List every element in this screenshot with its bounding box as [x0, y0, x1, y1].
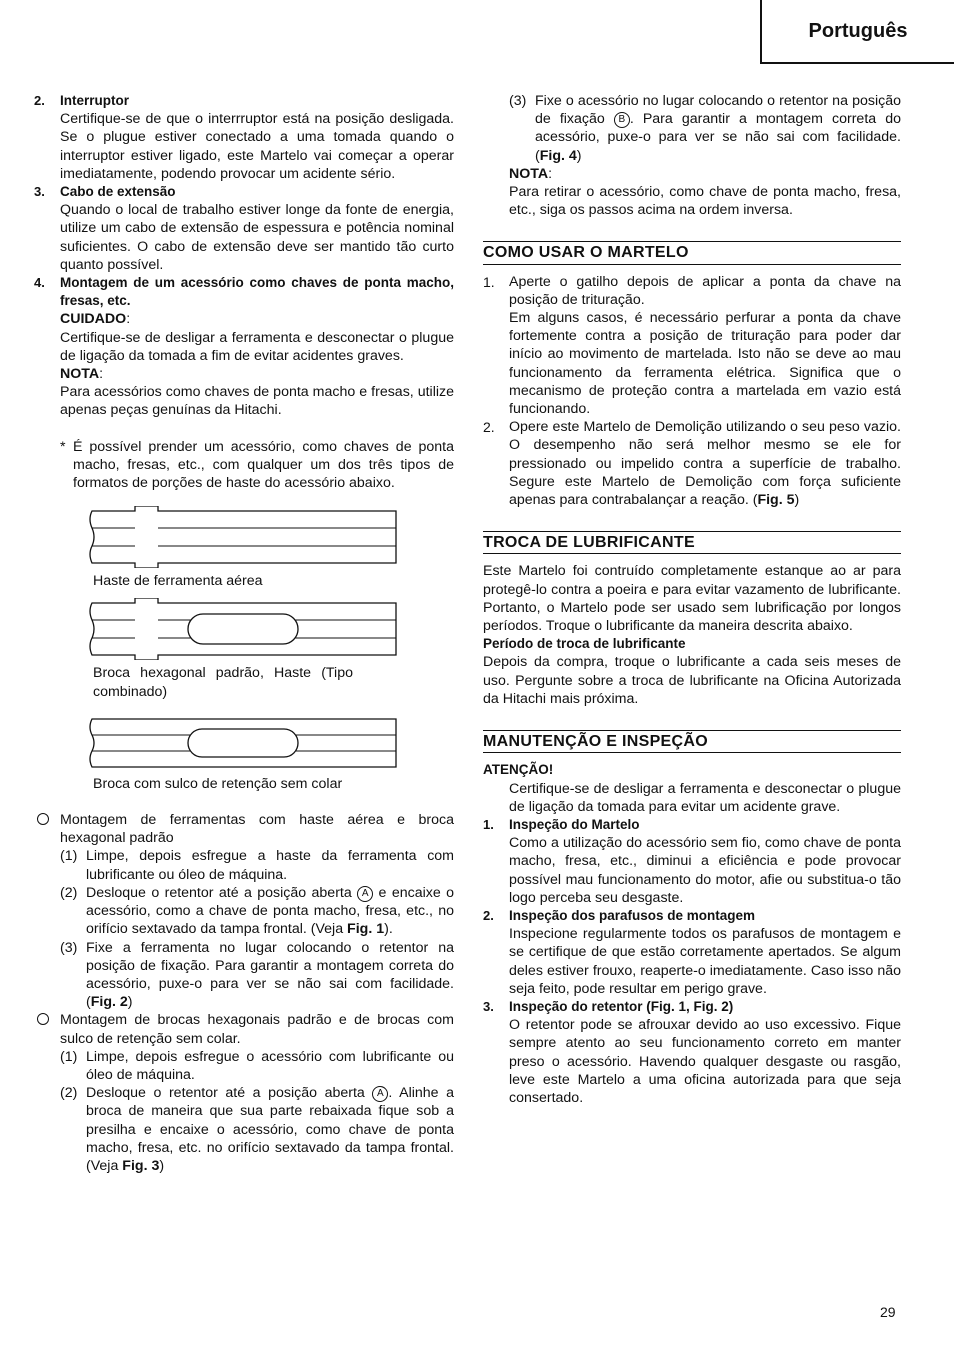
item-title: Cabo de extensão	[60, 184, 176, 200]
shank-hex-drawing	[88, 598, 400, 660]
shank-hose-drawing	[88, 506, 400, 568]
item-text: Aperte o gatilho depois de aplicar a ponta da chave na posição de trituração.	[509, 273, 901, 308]
note-label: NOTA	[509, 165, 549, 182]
shank-note	[34, 438, 454, 493]
step-text-end: )	[159, 1157, 165, 1174]
item-title: Montagem de um acessório como chaves de ponta macho, fresas, etc.	[60, 275, 454, 309]
step-number: (2)	[60, 884, 78, 901]
figure-caption: Broca hexagonal padrão, Haste (Tipo combinado)	[93, 665, 353, 700]
step-text: Limpe, depois esfregue o acessório com lubrificante ou óleo de máquina.	[86, 1048, 454, 1083]
lubricant-period-title: Período de troca de lubrificante	[483, 636, 686, 652]
right-column	[483, 92, 901, 1107]
figure-shank-hose	[88, 506, 454, 568]
step-text-cont: e encaixe o acessório, como a chave de ponta macho, fresa, etc., no orifício sextavado da tampa frontal. (Veja	[86, 884, 454, 938]
step-1	[34, 847, 454, 883]
step-text-cont: . Alinhe a broca de maneira que sua parte rebaixada fique sob a presilha e encaixe o acessório, como chave de ponta macho, fresa, etc. no orifício sextavado da tampa frontal. (Veja	[86, 1085, 454, 1174]
position-b-mark: B	[614, 112, 630, 128]
shank-note-text: É possível prender um acessório, como chaves de ponta macho, fresas, etc., com qualquer um dos três tipos de formatos de porções de haste do acessório abaixo.	[73, 438, 454, 492]
bullet-text: Montagem de ferramentas com haste aérea e broca hexagonal padrão	[60, 812, 454, 847]
step-2	[34, 1084, 454, 1175]
list-item-interruptor	[34, 92, 454, 183]
section-title-troca: TROCA DE LUBRIFICANTE	[483, 531, 901, 554]
step-text: Limpe, depois esfregue a haste da ferramenta com lubrificante ou óleo de máquina.	[86, 848, 454, 883]
caution-text: Certifique-se de desligar a ferramenta e desconectar o plugue de ligação da tomada a fim de evitar acidentes graves.	[60, 329, 454, 364]
step-text: Desloque o retentor até a posição aberta	[86, 1085, 365, 1102]
step-2	[34, 884, 454, 939]
shank-groove-drawing	[88, 711, 400, 773]
warning-label: ATENÇÃO!	[483, 762, 554, 778]
item-text: Inspecione regularmente todos os parafusos de montagem e se certifique de que estão corretamente apertados. Se algum deles estiver frouxo, reaperte-o imediatamente. Caso isso não seja feito, pode resultar em perigo grave.	[509, 926, 901, 997]
item-number: 2.	[483, 419, 495, 436]
item-text-end: )	[794, 492, 800, 509]
item-number: 3.	[34, 184, 45, 200]
warning-text: Certifique-se de desligar a ferramenta e desconectar o plugue de ligação da tomada para evitar um acidente grave.	[509, 780, 901, 815]
figure-ref: Fig. 2	[90, 994, 128, 1011]
step-text-end: )	[127, 994, 133, 1011]
item-number: 3.	[483, 998, 494, 1014]
step-text-cont: . Para garantir a montagem correta do acessório, puxe-o para ver se não sai com facilidade. (	[535, 111, 901, 164]
item-title: Inspeção do Martelo	[509, 816, 640, 832]
item-title: Inspeção dos parafusos de montagem	[509, 907, 756, 923]
item-number: 4.	[34, 275, 45, 291]
step-number: (3)	[60, 939, 78, 956]
step-text: Fixe o acessório no lugar colocando o retentor na posição de fixação	[535, 93, 901, 128]
mounting-hose-shank	[34, 811, 454, 847]
bullet-circle-icon	[37, 1013, 49, 1025]
lubricant-period-text: Depois da compra, troque o lubrificante a cada seis meses de uso. Pergunte sobre a troca de lubrificante na Oficina Autorizada da Hitachi mais próxima.	[483, 654, 901, 707]
step-number: (1)	[60, 1048, 78, 1065]
bullet-circle-icon	[37, 813, 49, 825]
item-text-more: Em alguns casos, é necessário perfurar a ponta da chave fortemente contra a posição de trituração para poder dar início ao movimento de martelada. Isto não se deve ao mau funcionamento da ferramenta elétrica. Significa que o mecanismo de proteção contra a martelada em vazio está funcionando.	[509, 310, 901, 418]
caution-label: CUIDADO	[60, 311, 127, 328]
list-item-montagem: 4. Montagem de um acessório como chaves de ponta macho, fresas, etc. CUIDADO: Certifique-se de desligar a ferramenta e desconectar o plugue de ligação da tomada a fim de evitar acidentes graves. NOTA: Para acessórios como chaves de ponta macho e fresas, utilize apenas peças genuínas da Hitachi.	[34, 275, 454, 419]
item-title: Inspeção do retentor (Fig. 1, Fig. 2)	[509, 998, 734, 1014]
item-text: Como a utilização do acessório sem fio, como chave de ponta macho, fresa, etc., diminui a eficiência e pode provocar possível mau funcionamento do motor, afie ou substitua-o tão logo perceba seu desgaste.	[509, 835, 901, 906]
step-1	[34, 1048, 454, 1084]
list-item-maint-2	[483, 907, 901, 998]
section-title-como-usar: COMO USAR O MARTELO	[483, 241, 901, 264]
item-number: 1.	[483, 816, 494, 832]
figure-caption: Haste de ferramenta aérea	[93, 573, 263, 590]
language-label: Português	[808, 19, 908, 42]
item-text: O retentor pode se afrouxar devido ao uso excessivo. Fique sempre atento ao seu funcionamento correto em manter preso o acessório. Havendo qualquer desgaste ou rasgão, leve este Martelo a uma oficina autorizada para que seja consertado.	[509, 1017, 901, 1106]
step-3-fix	[483, 92, 901, 165]
step-number: (2)	[60, 1085, 78, 1102]
item-number: 2.	[34, 93, 45, 108]
list-item-use-1	[483, 273, 901, 419]
item-number: 1.	[483, 273, 495, 290]
item-title: Interruptor	[60, 93, 129, 108]
item-text: Certifique-se de que o interrruptor está na posição desligada. Se o plugue estiver conectado a uma tomada quando o interruptor estiver ligado, este Martelo vai começar a operar imediatamente, podendo provocar um acidente sério.	[60, 111, 454, 182]
removal-note: NOTA: Para retirar o acessório, como chave de ponta macho, fresa, etc., siga os passos acima na ordem inversa.	[509, 165, 901, 219]
step-number: (3)	[509, 93, 527, 109]
page-number: 29	[880, 1304, 896, 1320]
mounting-hex-bits	[34, 1011, 454, 1047]
item-text: Quando o local de trabalho estiver longe da fonte de energia, utilize um cabo de extensão de espessura e potência nominal suficientes. O cabo de extensão deve ser mantido tão curto quanto possível.	[60, 202, 454, 273]
note-text: Para acessórios como chaves de ponta macho e fresas, utilize apenas peças genuínas da Hitachi.	[60, 384, 454, 419]
list-item-cabo	[34, 183, 454, 274]
left-column	[34, 92, 454, 1175]
list-item-maint-3	[483, 998, 901, 1107]
figure-shank-groove	[88, 711, 454, 773]
lubricant-text: Este Martelo foi contruído completamente estanque ao ar para protegê-lo contra a poeira e para evitar vazamento de lubrificante. Portanto, o Martelo pode ser usado sem lubrificação por longos períodos. Troque o lubrificante da maneira descrita abaixo.	[483, 563, 901, 635]
figure-ref: Fig. 3	[122, 1157, 160, 1174]
list-item-maint-1	[483, 816, 901, 907]
asterisk-mark: *	[60, 438, 66, 455]
step-text-end: )	[576, 147, 582, 164]
section-title-manutencao: MANUTENÇÃO E INSPEÇÃO	[483, 730, 901, 753]
position-a-mark: A	[372, 1086, 388, 1102]
item-text: Opere este Martelo de Demolição utilizando o seu peso vazio. O desempenho não será melhor mesmo se ele for pressionado ou impelido contra a superfície de trabalho. Segure este Martelo de Demolição com força suficiente apenas para contrabalançar a reação. (	[509, 419, 901, 509]
step-text: Fixe a ferramenta no lugar colocando o retentor na posição de fixação. Para garantir a montagem correta do acessório, puxe-o para ver se não sai com facilidade. (	[86, 939, 454, 1011]
note-label: NOTA	[60, 366, 100, 383]
language-tab	[760, 0, 954, 64]
note-text: Para retirar o acessório, como chave de ponta macho, fresa, etc., siga os passos acima na ordem inversa.	[509, 184, 901, 219]
figure-caption: Broca com sulco de retenção sem colar	[93, 775, 343, 792]
position-a-mark: A	[357, 886, 373, 902]
figure-ref: Fig. 1	[347, 921, 385, 938]
figure-ref: Fig. 4	[539, 147, 577, 164]
list-item-use-2	[483, 418, 901, 509]
bullet-text: Montagem de brocas hexagonais padrão e de brocas com sulco de retenção sem colar.	[60, 1012, 454, 1047]
step-number: (1)	[60, 848, 78, 865]
step-text-end: ).	[384, 921, 393, 938]
step-text: Desloque o retentor até a posição aberta	[86, 884, 352, 901]
step-3	[34, 939, 454, 1012]
figure-shank-hex	[88, 598, 454, 660]
item-number: 2.	[483, 907, 494, 923]
figure-ref: Fig. 5	[757, 492, 795, 509]
